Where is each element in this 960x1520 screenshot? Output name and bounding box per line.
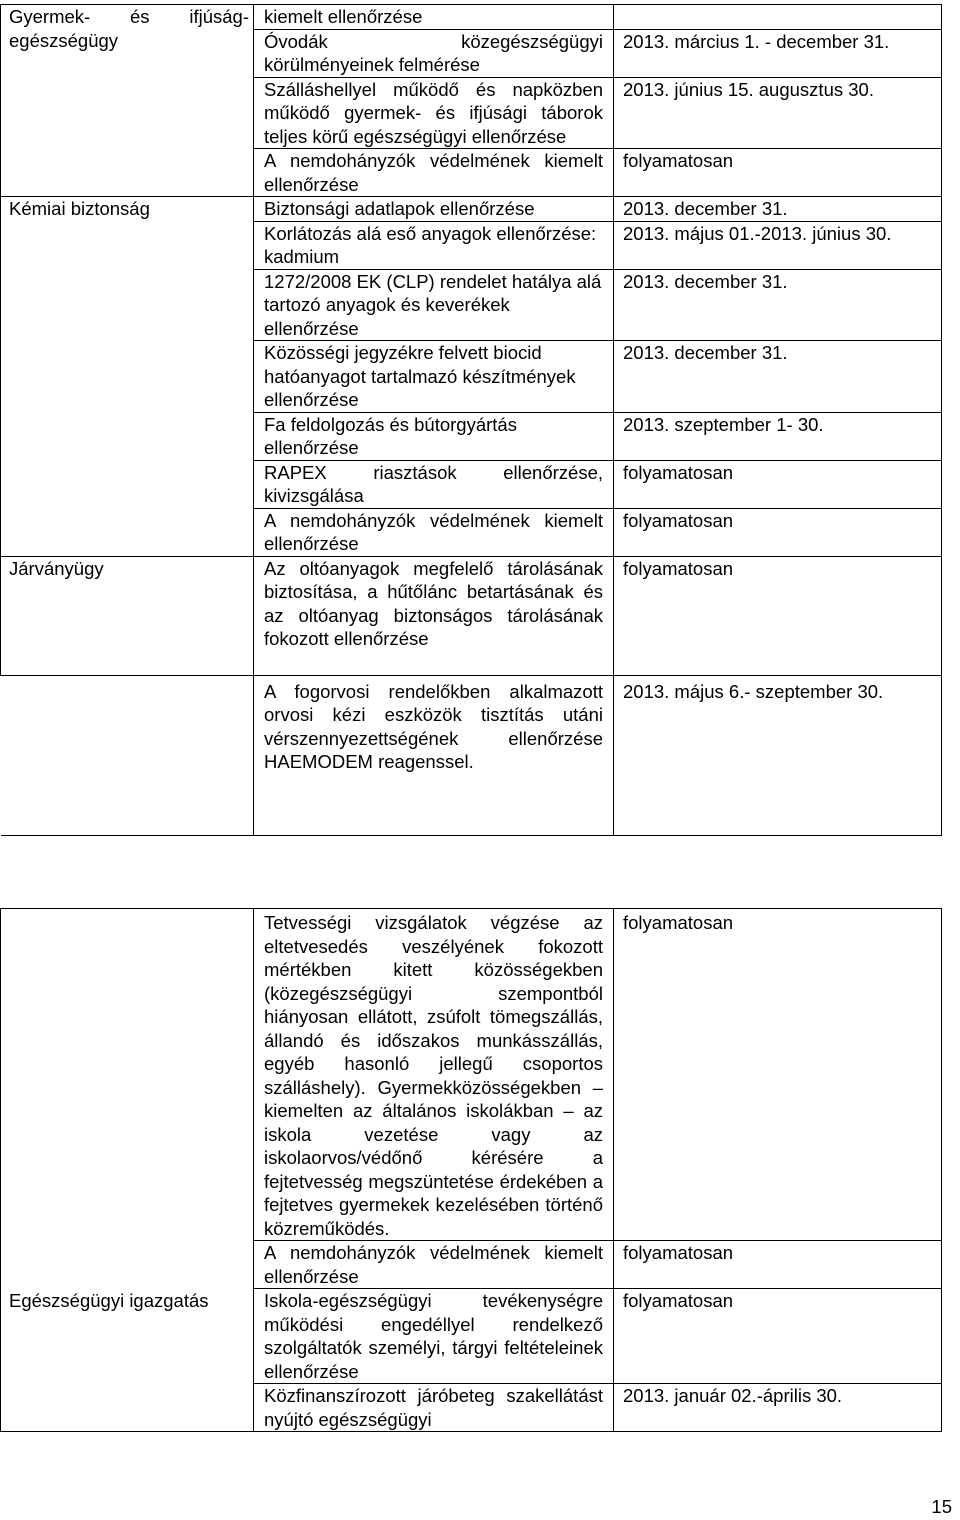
task-text: 1272/2008 EK (CLP) rendelet hatálya alá tartozó anyagok és keverékek ellenőrzése [264,270,602,339]
date-cell [614,197,942,222]
task-text: Az oltóanyagok megfelelő tárolásának biztosítása, a hűtőlánc betartásának és az oltóanyag biztonságos tárolásának fokozott ellenőrzése [264,557,603,649]
task-text: Közösségi jegyzékre felvett biocid hatóanyagot tartalmazó készítmények ellenőrzése [264,342,576,410]
category-label: Járványügy [9,557,104,579]
date-text: 2013. március 1. - december 31. [623,30,890,52]
task-cell [254,149,614,197]
task-cell [254,460,614,508]
task-cell [254,197,614,222]
task-text: kiemelt ellenőrzése [264,6,423,27]
task-cell [254,341,614,413]
task-cell [254,412,614,460]
date-text: 2013. május 01.-2013. június 30. [623,222,892,244]
table-row [1,556,942,675]
table-row [1,197,942,222]
date-cell [614,508,942,556]
date-text: 2013. május 6.- szeptember 30. [623,680,884,702]
date-cell [614,556,942,675]
task-text: Korlátozás alá eső anyagok ellenőrzése: kadmium [264,222,597,267]
task-text: Iskola-egészségügyi tevékenységre működési engedéllyel rendelkező szolgáltatók személyi, tárgyi feltételeinek ellenőrzése [264,1290,603,1382]
table-row [1,675,942,835]
task-cell [254,1384,614,1432]
category-label: Kémiai biztonság [9,198,150,219]
date-text: 2013. szeptember 1- 30. [623,413,824,435]
task-text: A nemdohányzók védelmének kiemelt ellenőrzése [264,150,603,195]
date-cell [614,909,942,1241]
category-cell [1,1289,254,1432]
task-cell [254,675,614,835]
date-cell [614,460,942,508]
date-text: folyamatosan [623,461,734,483]
date-text: 2013. június 15. augusztus 30. [623,78,874,100]
date-text: folyamatosan [623,557,734,579]
table-row [1,909,942,1241]
task-text: Fa feldolgozás és bútorgyártás ellenőrzése [264,413,517,458]
task-cell [254,77,614,149]
date-cell [614,221,942,269]
date-text: folyamatosan [623,912,734,933]
task-text: RAPEX riasztások ellenőrzése, kivizsgálása [264,461,603,506]
date-text: folyamatosan [623,509,734,531]
date-text: 2013. december 31. [623,270,788,292]
task-text: Tetvességi vizsgálatok végzése az eltetvesedés veszélyének fokozott mértékben kitett közösségekben (közegészségügyi szempontból hiányosan ellátott, zsúfolt tömegszállás, állandó és időszakos munkásszállás, egyéb hasonló jellegű csoportos szálláshely). Gyermekközösségekben – kiemelten az általános iskolákban – az iskola vezetése vagy az iskolaorvos/védőnő kérésére a fejtetvesség megszüntetése érdekében a fejtetves gyermekek kezelésében történő közreműködés. [264,912,603,1239]
task-cell [254,1289,614,1384]
date-cell [614,1289,942,1384]
task-text: Óvodák közegészségügyi körülményeinek felmérése [264,30,603,75]
date-text: 2013. január 02.-április 30. [623,1385,843,1406]
task-cell [254,556,614,675]
date-cell [614,5,942,30]
task-cell [254,221,614,269]
date-text: 2013. december 31. [623,198,788,219]
date-cell [614,412,942,460]
category-cell [1,909,254,1289]
category-label: Gyermek- és ifjúság-egészségügy [9,6,249,51]
category-cell [1,6,254,197]
table-row [1,29,942,77]
category-cell [1,197,254,557]
page-number: 15 [931,1496,952,1517]
task-cell [254,909,614,1241]
task-text: A nemdohányzók védelmének kiemelt ellenőrzése [264,1242,603,1287]
task-cell [254,29,614,77]
task-cell [254,1241,614,1289]
task-cell [254,508,614,556]
date-cell [614,675,942,835]
task-text: Közfinanszírozott járóbeteg szakellátást nyújtó egészségügyi [264,1385,603,1430]
task-text: Szálláshellyel működő és napközben működő gyermek- és ifjúsági táborok teljes körű egészségügyi ellenőrzése [264,78,603,147]
task-text: A nemdohányzók védelmének kiemelt ellenőrzése [264,509,603,554]
date-text: 2013. december 31. [623,342,788,363]
schedule-table-upper [0,4,942,836]
task-text: Biztonsági adatlapok ellenőrzése [264,198,535,219]
table-row [1,1289,942,1384]
date-cell [614,269,942,341]
date-text: folyamatosan [623,1242,734,1263]
date-text: folyamatosan [623,1290,734,1311]
date-cell [614,341,942,413]
date-cell [614,29,942,77]
date-cell [614,1241,942,1289]
date-cell [614,149,942,197]
date-cell [614,77,942,149]
date-text: folyamatosan [623,150,734,171]
task-cell [254,269,614,341]
schedule-table-lower [0,908,942,1432]
category-cell [1,556,254,675]
category-label: Egészségügyi igazgatás [9,1289,209,1311]
category-cell [1,675,254,835]
task-cell [254,5,614,30]
date-cell [614,1384,942,1432]
task-text: A fogorvosi rendelőkben alkalmazott orvosi kézi eszközök tisztítás utáni vérszennyezettségének ellenőrzése HAEMODEM reagenssel. [264,680,603,772]
